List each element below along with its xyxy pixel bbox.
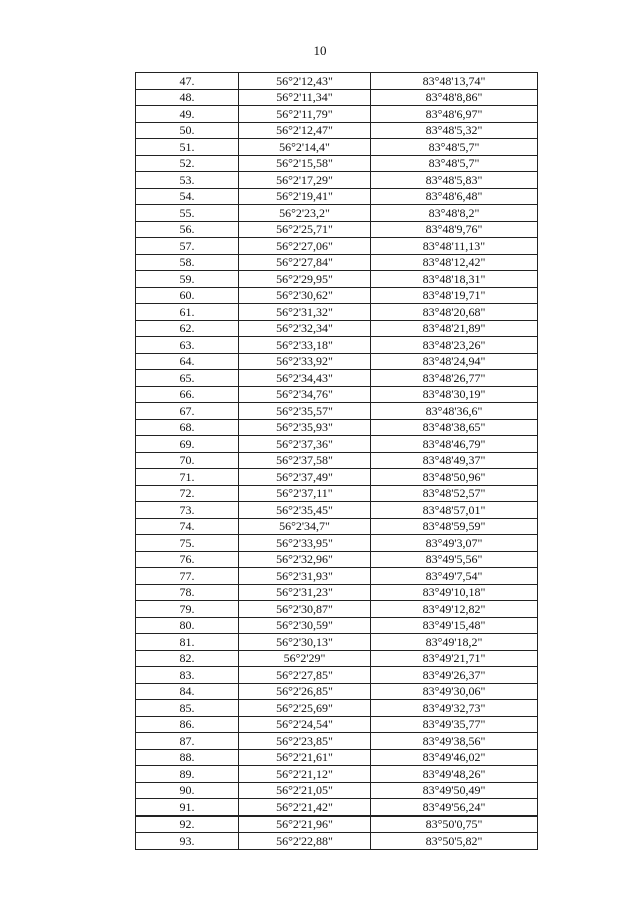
point-number-cell: 73. [136, 502, 239, 519]
table-row [136, 172, 538, 189]
latitude-cell: 56°2'21,96" [239, 816, 371, 833]
table-row [136, 403, 538, 420]
table-row [136, 139, 538, 156]
table-row [136, 601, 538, 618]
latitude-cell: 56°2'21,05" [239, 782, 371, 799]
latitude-cell: 56°2'12,47" [239, 122, 371, 139]
coordinates-table-body [136, 73, 538, 850]
latitude-cell: 56°2'30,59" [239, 617, 371, 634]
table-row [136, 353, 538, 370]
table-row [136, 188, 538, 205]
point-number-cell: 68. [136, 419, 239, 436]
latitude-cell: 56°2'34,7" [239, 518, 371, 535]
longitude-cell: 83°48'52,57" [371, 485, 538, 502]
longitude-cell: 83°48'18,31" [371, 271, 538, 288]
point-number-cell: 90. [136, 782, 239, 799]
table-row [136, 122, 538, 139]
longitude-cell: 83°48'59,59" [371, 518, 538, 535]
latitude-cell: 56°2'37,11" [239, 485, 371, 502]
longitude-cell: 83°48'13,74" [371, 73, 538, 90]
table-row [136, 89, 538, 106]
point-number-cell: 77. [136, 568, 239, 585]
longitude-cell: 83°48'5,7" [371, 139, 538, 156]
point-number-cell: 63. [136, 337, 239, 354]
table-row [136, 733, 538, 750]
table-row [136, 650, 538, 667]
table-row [136, 370, 538, 387]
latitude-cell: 56°2'32,96" [239, 551, 371, 568]
latitude-cell: 56°2'30,87" [239, 601, 371, 618]
table-row [136, 584, 538, 601]
table-row [136, 816, 538, 833]
longitude-cell: 83°49'21,71" [371, 650, 538, 667]
latitude-cell: 56°2'27,84" [239, 254, 371, 271]
point-number-cell: 55. [136, 205, 239, 222]
latitude-cell: 56°2'31,93" [239, 568, 371, 585]
table-row [136, 667, 538, 684]
table-row [136, 833, 538, 850]
point-number-cell: 74. [136, 518, 239, 535]
longitude-cell: 83°48'8,86" [371, 89, 538, 106]
longitude-cell: 83°48'24,94" [371, 353, 538, 370]
longitude-cell: 83°48'23,26" [371, 337, 538, 354]
longitude-cell: 83°49'30,06" [371, 683, 538, 700]
point-number-cell: 66. [136, 386, 239, 403]
longitude-cell: 83°48'20,68" [371, 304, 538, 321]
point-number-cell: 75. [136, 535, 239, 552]
point-number-cell: 91. [136, 799, 239, 816]
longitude-cell: 83°48'46,79" [371, 436, 538, 453]
latitude-cell: 56°2'33,95" [239, 535, 371, 552]
table-row [136, 436, 538, 453]
table-row [136, 337, 538, 354]
latitude-cell: 56°2'27,85" [239, 667, 371, 684]
point-number-cell: 64. [136, 353, 239, 370]
longitude-cell: 83°49'10,18" [371, 584, 538, 601]
latitude-cell: 56°2'33,18" [239, 337, 371, 354]
point-number-cell: 67. [136, 403, 239, 420]
table-row [136, 271, 538, 288]
table-row [136, 485, 538, 502]
table-row [136, 799, 538, 816]
longitude-cell: 83°48'5,83" [371, 172, 538, 189]
longitude-cell: 83°49'38,56" [371, 733, 538, 750]
longitude-cell: 83°49'48,26" [371, 766, 538, 783]
point-number-cell: 89. [136, 766, 239, 783]
longitude-cell: 83°48'9,76" [371, 221, 538, 238]
table-row [136, 304, 538, 321]
table-row [136, 106, 538, 123]
latitude-cell: 56°2'24,54" [239, 716, 371, 733]
longitude-cell: 83°50'0,75" [371, 816, 538, 833]
point-number-cell: 59. [136, 271, 239, 288]
longitude-cell: 83°50'5,82" [371, 833, 538, 850]
latitude-cell: 56°2'21,42" [239, 799, 371, 816]
table-row [136, 535, 538, 552]
latitude-cell: 56°2'11,34" [239, 89, 371, 106]
longitude-cell: 83°48'6,97" [371, 106, 538, 123]
point-number-cell: 51. [136, 139, 239, 156]
longitude-cell: 83°49'50,49" [371, 782, 538, 799]
longitude-cell: 83°49'3,07" [371, 535, 538, 552]
point-number-cell: 49. [136, 106, 239, 123]
longitude-cell: 83°48'50,96" [371, 469, 538, 486]
longitude-cell: 83°49'5,56" [371, 551, 538, 568]
longitude-cell: 83°49'32,73" [371, 700, 538, 717]
table-row [136, 287, 538, 304]
latitude-cell: 56°2'35,93" [239, 419, 371, 436]
latitude-cell: 56°2'23,2" [239, 205, 371, 222]
latitude-cell: 56°2'25,69" [239, 700, 371, 717]
point-number-cell: 83. [136, 667, 239, 684]
point-number-cell: 81. [136, 634, 239, 651]
point-number-cell: 87. [136, 733, 239, 750]
point-number-cell: 85. [136, 700, 239, 717]
table-row [136, 221, 538, 238]
latitude-cell: 56°2'34,43" [239, 370, 371, 387]
table-row [136, 320, 538, 337]
latitude-cell: 56°2'31,23" [239, 584, 371, 601]
longitude-cell: 83°48'5,32" [371, 122, 538, 139]
table-row [136, 502, 538, 519]
point-number-cell: 78. [136, 584, 239, 601]
point-number-cell: 60. [136, 287, 239, 304]
point-number-cell: 53. [136, 172, 239, 189]
table-row [136, 452, 538, 469]
point-number-cell: 79. [136, 601, 239, 618]
table-row [136, 716, 538, 733]
point-number-cell: 65. [136, 370, 239, 387]
latitude-cell: 56°2'31,32" [239, 304, 371, 321]
longitude-cell: 83°49'15,48" [371, 617, 538, 634]
table-row [136, 551, 538, 568]
point-number-cell: 62. [136, 320, 239, 337]
point-number-cell: 86. [136, 716, 239, 733]
longitude-cell: 83°49'46,02" [371, 749, 538, 766]
point-number-cell: 76. [136, 551, 239, 568]
longitude-cell: 83°48'36,6" [371, 403, 538, 420]
point-number-cell: 61. [136, 304, 239, 321]
table-row [136, 238, 538, 255]
table-row [136, 634, 538, 651]
point-number-cell: 71. [136, 469, 239, 486]
table-row [136, 749, 538, 766]
longitude-cell: 83°49'26,37" [371, 667, 538, 684]
point-number-cell: 84. [136, 683, 239, 700]
table-row [136, 782, 538, 799]
latitude-cell: 56°2'34,76" [239, 386, 371, 403]
table-row [136, 683, 538, 700]
latitude-cell: 56°2'12,43" [239, 73, 371, 90]
coordinates-table [135, 72, 538, 850]
latitude-cell: 56°2'35,57" [239, 403, 371, 420]
table-row [136, 155, 538, 172]
point-number-cell: 70. [136, 452, 239, 469]
page-number: 10 [313, 43, 327, 58]
point-number-cell: 52. [136, 155, 239, 172]
point-number-cell: 58. [136, 254, 239, 271]
longitude-cell: 83°48'38,65" [371, 419, 538, 436]
latitude-cell: 56°2'26,85" [239, 683, 371, 700]
point-number-cell: 72. [136, 485, 239, 502]
point-number-cell: 88. [136, 749, 239, 766]
longitude-cell: 83°49'35,77" [371, 716, 538, 733]
longitude-cell: 83°48'57,01" [371, 502, 538, 519]
latitude-cell: 56°2'29" [239, 650, 371, 667]
table-row [136, 254, 538, 271]
table-row [136, 469, 538, 486]
table-row [136, 73, 538, 90]
latitude-cell: 56°2'27,06" [239, 238, 371, 255]
point-number-cell: 50. [136, 122, 239, 139]
point-number-cell: 57. [136, 238, 239, 255]
longitude-cell: 83°48'11,13" [371, 238, 538, 255]
point-number-cell: 54. [136, 188, 239, 205]
latitude-cell: 56°2'29,95" [239, 271, 371, 288]
latitude-cell: 56°2'23,85" [239, 733, 371, 750]
latitude-cell: 56°2'15,58" [239, 155, 371, 172]
latitude-cell: 56°2'21,61" [239, 749, 371, 766]
latitude-cell: 56°2'35,45" [239, 502, 371, 519]
point-number-cell: 47. [136, 73, 239, 90]
longitude-cell: 83°48'6,48" [371, 188, 538, 205]
point-number-cell: 48. [136, 89, 239, 106]
latitude-cell: 56°2'11,79" [239, 106, 371, 123]
longitude-cell: 83°48'21,89" [371, 320, 538, 337]
longitude-cell: 83°49'56,24" [371, 799, 538, 816]
point-number-cell: 56. [136, 221, 239, 238]
longitude-cell: 83°49'18,2" [371, 634, 538, 651]
latitude-cell: 56°2'33,92" [239, 353, 371, 370]
latitude-cell: 56°2'14,4" [239, 139, 371, 156]
latitude-cell: 56°2'32,34" [239, 320, 371, 337]
table-row [136, 700, 538, 717]
point-number-cell: 82. [136, 650, 239, 667]
latitude-cell: 56°2'19,41" [239, 188, 371, 205]
table-row [136, 205, 538, 222]
latitude-cell: 56°2'17,29" [239, 172, 371, 189]
latitude-cell: 56°2'37,36" [239, 436, 371, 453]
longitude-cell: 83°48'5,7" [371, 155, 538, 172]
table-row [136, 766, 538, 783]
table-row [136, 386, 538, 403]
latitude-cell: 56°2'30,13" [239, 634, 371, 651]
latitude-cell: 56°2'25,71" [239, 221, 371, 238]
table-row [136, 518, 538, 535]
point-number-cell: 69. [136, 436, 239, 453]
longitude-cell: 83°48'49,37" [371, 452, 538, 469]
table-row [136, 617, 538, 634]
longitude-cell: 83°49'12,82" [371, 601, 538, 618]
table-row [136, 419, 538, 436]
point-number-cell: 93. [136, 833, 239, 850]
longitude-cell: 83°48'19,71" [371, 287, 538, 304]
latitude-cell: 56°2'21,12" [239, 766, 371, 783]
latitude-cell: 56°2'22,88" [239, 833, 371, 850]
longitude-cell: 83°48'12,42" [371, 254, 538, 271]
longitude-cell: 83°48'30,19" [371, 386, 538, 403]
point-number-cell: 80. [136, 617, 239, 634]
latitude-cell: 56°2'30,62" [239, 287, 371, 304]
longitude-cell: 83°48'8,2" [371, 205, 538, 222]
longitude-cell: 83°48'26,77" [371, 370, 538, 387]
longitude-cell: 83°49'7,54" [371, 568, 538, 585]
latitude-cell: 56°2'37,58" [239, 452, 371, 469]
latitude-cell: 56°2'37,49" [239, 469, 371, 486]
table-row [136, 568, 538, 585]
point-number-cell: 92. [136, 816, 239, 833]
